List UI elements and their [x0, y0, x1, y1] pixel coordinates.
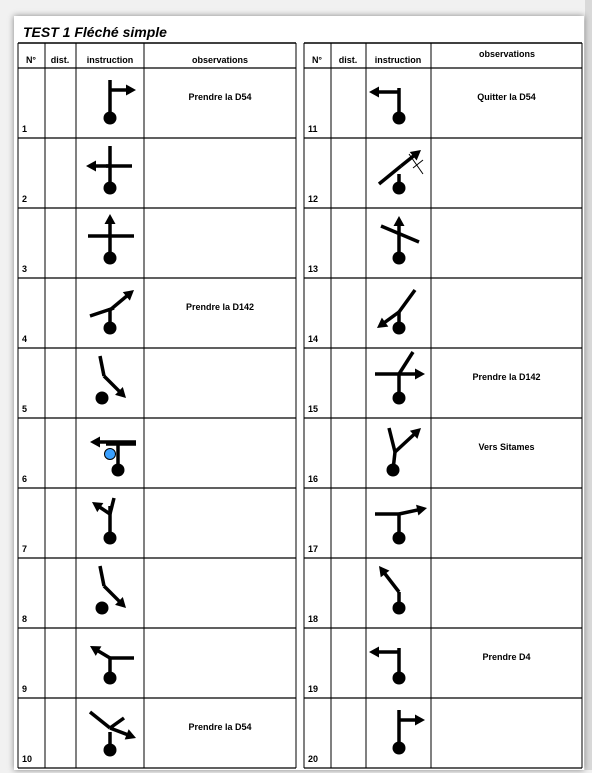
straight-then-left-arrow-icon [364, 68, 434, 138]
row-number: 11 [308, 124, 318, 134]
row-number: 14 [308, 334, 319, 344]
row-number: 19 [308, 684, 319, 694]
row-number: 7 [22, 544, 28, 554]
page-title: TEST 1 Fléché simple [23, 24, 167, 40]
row-observation: Prendre D4 [482, 652, 531, 662]
tee-left-up-arrow-icon [75, 628, 145, 698]
bear-right-arrow-icon [75, 278, 145, 348]
row-number: 15 [308, 404, 319, 414]
row-number: 5 [22, 404, 28, 414]
row-number: 13 [308, 264, 319, 274]
fork-right-up-arrow-icon [364, 418, 434, 488]
row-observation: Quitter la D54 [477, 92, 536, 102]
row-number: 2 [22, 194, 28, 204]
left-arrow-with-blue-dot-icon [75, 418, 145, 488]
header-dist-right: dist. [338, 55, 358, 65]
row-number: 8 [22, 614, 28, 624]
row-number: 6 [22, 474, 28, 484]
row-observation: Prendre la D54 [188, 722, 252, 732]
fork-left-arrow-icon [75, 488, 145, 558]
row-observation: Prendre la D142 [472, 372, 541, 382]
zigzag-down-right-arrow-icon [75, 558, 145, 628]
straight-then-right-arrow-icon [75, 68, 145, 138]
crossroad-straight-arrow-icon [75, 208, 145, 278]
junction-right-down-arrow-icon [75, 698, 145, 768]
row-number: 17 [308, 544, 319, 554]
straight-then-right-arrow-icon [364, 698, 434, 768]
header-observations-right: observations [478, 49, 536, 59]
row-number: 9 [22, 684, 28, 694]
row-number: 10 [22, 754, 33, 764]
row-number: 16 [308, 474, 319, 484]
row-observation: Vers Sitames [478, 442, 535, 452]
row-observation: Prendre la D142 [185, 302, 255, 312]
row-number: 12 [308, 194, 319, 204]
page-edge [585, 0, 592, 770]
row-number: 4 [22, 334, 28, 344]
crossroad-left-arrow-icon [75, 138, 145, 208]
row-observation: Prendre la D54 [188, 92, 252, 102]
straight-then-left-arrow-icon [364, 628, 434, 698]
header-observations-left: observations [191, 55, 249, 65]
crossroad-oblique-straight-arrow-icon [364, 208, 434, 278]
header-num-right: N° [311, 55, 323, 65]
bear-left-down-arrow-icon [364, 278, 434, 348]
roadbook-sheet [14, 16, 584, 770]
header-instruction-right: instruction [374, 55, 422, 65]
header-instruction-left: instruction [86, 55, 134, 65]
row-number: 3 [22, 264, 28, 274]
up-left-arrow-icon [364, 558, 434, 628]
row-number: 20 [308, 754, 319, 764]
bear-right-with-cross-icon [364, 138, 434, 208]
row-number: 18 [308, 614, 319, 624]
tee-right-up-arrow-icon [364, 488, 434, 558]
zigzag-down-right-arrow-icon [75, 348, 145, 418]
row-number: 1 [22, 124, 28, 134]
header-dist-left: dist. [50, 55, 70, 65]
header-num-left: N° [25, 55, 37, 65]
tee-right-arrow-icon [364, 348, 434, 418]
